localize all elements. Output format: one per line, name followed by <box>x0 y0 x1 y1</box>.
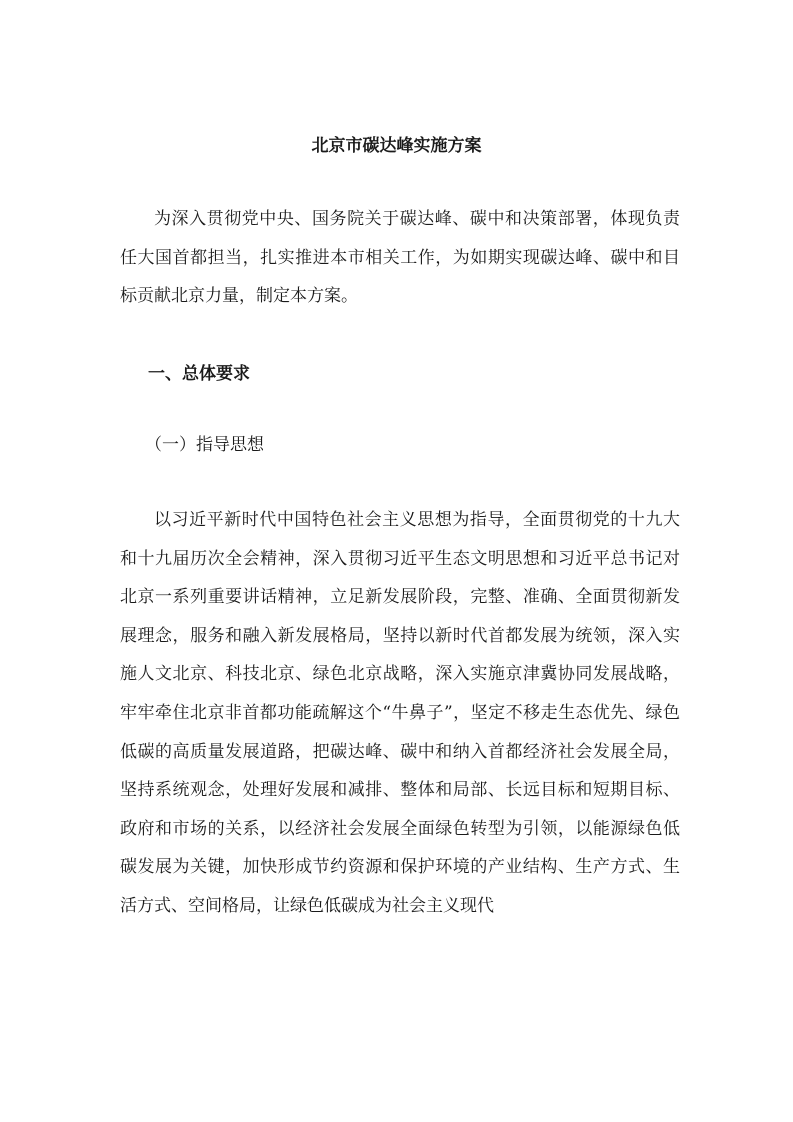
intro-paragraph: 为深入贯彻党中央、国务院关于碳达峰、碳中和决策部署，体现负责任大国首都担当，扎实推进本市相关工作，为如期实现碳达峰、碳中和目标贡献北京力量，制定本方案。 <box>120 209 680 307</box>
subsection-heading-guiding-ideology: （一）指导思想 <box>145 435 264 455</box>
section-heading-general-requirements: 一、总体要求 <box>148 364 250 384</box>
guiding-ideology-paragraph: 以习近平新时代中国特色社会主义思想为指导，全面贯彻党的十九大和十九届历次全会精神，深入贯彻习近平生态文明思想和习近平总书记对北京一系列重要讲话精神，立足新发展阶段，完整、准确、全面贯彻新发展理念，服务和融入新发展格局，坚持以新时代首都发展为统领，深入实施人文北京、科技北京、绿色北京战略，深入实施京津冀协同发展战略，牢牢牵住北京非首都功能疏解这个“牛鼻子”，坚定不移走生态优先、绿色低碳的高质量发展道路，把碳达峰、碳中和纳入首都经济社会发展全局，坚持系统观念，处理好发展和减排、整体和局部、长远目标和短期目标、政府和市场的关系，以经济社会发展全面绿色转型为引领，以能源绿色低碳发展为关键，加快形成节约资源和保护环境的产业结构、生产方式、生活方式、空间格局，让绿色低碳成为社会主义现代 <box>120 510 680 916</box>
document-title: 北京市碳达峰实施方案 <box>311 136 482 156</box>
